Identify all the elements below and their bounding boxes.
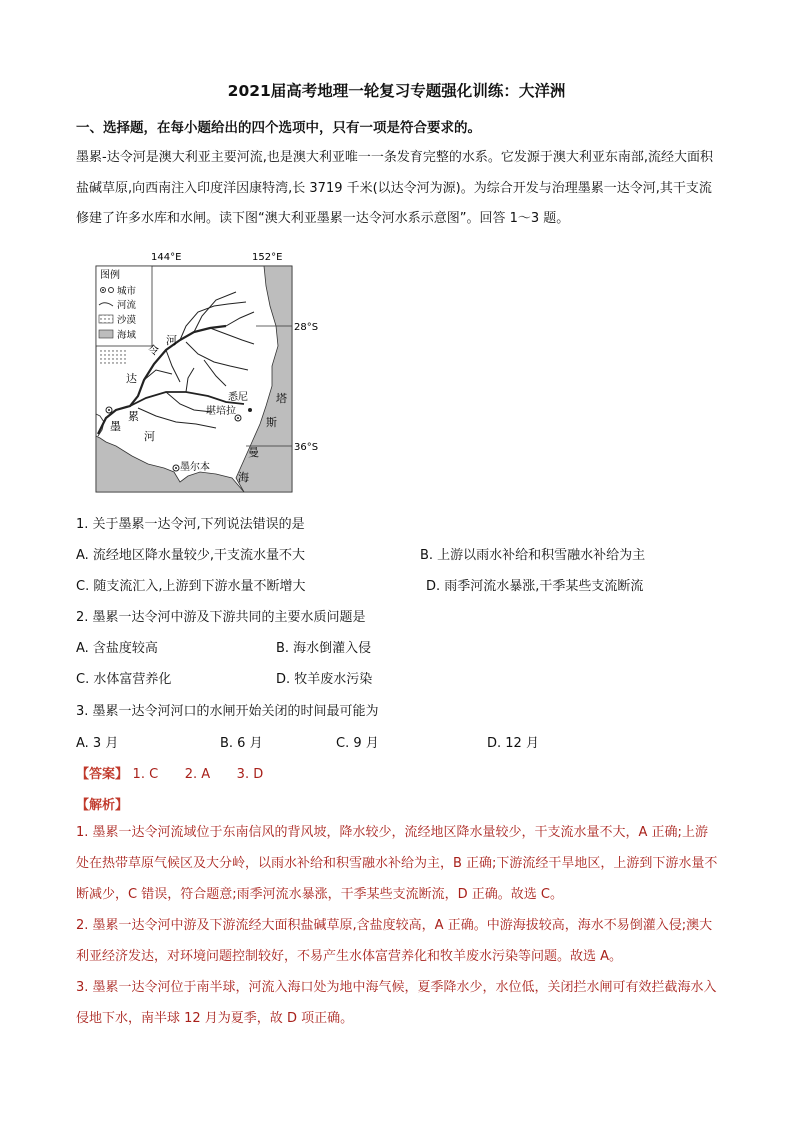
map-svg xyxy=(76,246,319,496)
legend-sea-icon xyxy=(99,330,113,338)
q3-option-b[interactable]: B. 6 月 xyxy=(220,736,263,751)
legend-sea: 海域 xyxy=(117,330,137,341)
river-label-da: 达 xyxy=(126,372,137,385)
answer-label: 【答案】 xyxy=(76,767,129,782)
answer-1: 1. C xyxy=(132,767,159,782)
intro-paragraph: 墨累-达令河是澳大利亚主要河流,也是澳大利亚唯一一条发育完整的水系。它发源于澳大利亚东南部,流经大面积盐碱草原,向西南注入印度洋因康特湾,长 3719 千米(以达令河为源)。为综合开发与治理墨累一达令河,其干支流修建了许多水库和水闸。读下图“澳大利亚墨累一达令河水系示意图”。回答 1～3 题。 xyxy=(76,150,713,226)
lon-label-144: 144°E xyxy=(151,252,182,263)
lat-label-28: 28°S xyxy=(294,322,319,333)
q3-stem: 3. 墨累一达令河河口的水闸开始关闭的时间最可能为 xyxy=(76,704,379,719)
sea-label-man: 曼 xyxy=(248,446,259,459)
legend-desert: 沙漠 xyxy=(117,315,137,326)
q3-option-a[interactable]: A. 3 月 xyxy=(76,736,119,751)
q3-option-c[interactable]: C. 9 月 xyxy=(336,736,379,751)
city-melbourne: 墨尔本 xyxy=(180,462,210,473)
q1-stem: 1. 关于墨累一达令河,下列说法错误的是 xyxy=(76,517,305,532)
sea-label-hai: 海 xyxy=(238,471,249,484)
desert-area xyxy=(100,350,126,366)
analysis-1: 1. 墨累一达令河流域位于东南信风的背风坡，降水较少，流经地区降水量较少，干支流水量不大，A 正确;上游处在热带草原气候区及大分岭，以雨水补给和积雪融水补给为主，B 正确;下游流经干旱地区，上游到下游水量不断减少，C 错误，符合题意;雨季河流水暴涨，干季某些支流断流，D 正确。故选 C。 xyxy=(76,825,718,902)
lon-label-152: 152°E xyxy=(252,252,283,263)
q1-option-b[interactable]: B. 上游以雨水补给和积雪融水补给为主 xyxy=(420,548,646,563)
q1-option-c[interactable]: C. 随支流汇入,上游到下游水量不断增大 xyxy=(76,579,306,594)
river-label-lei: 累 xyxy=(128,410,139,423)
q2-option-b[interactable]: B. 海水倒灌入侵 xyxy=(276,641,372,656)
sea-label-si: 斯 xyxy=(266,416,277,429)
legend-city: 城市 xyxy=(117,286,137,297)
lat-label-36: 36°S xyxy=(294,442,319,453)
city-canberra: 堪培拉 xyxy=(206,406,236,417)
analysis-2: 2. 墨累一达令河中游及下游流经大面积盐碱草原,含盐度较高，A 正确。中游海拔较高，海水不易倒灌入侵;澳大利亚经济发达，对环境问题控制较好，不易产生水体富营养化和牧羊废水污染等问题。故选 A。 xyxy=(76,918,713,964)
q2-option-c[interactable]: C. 水体富营养化 xyxy=(76,672,172,687)
analysis-label: 【解析】 xyxy=(76,798,129,813)
answer-line xyxy=(76,763,263,782)
river-label-ling: 令 xyxy=(148,344,159,357)
city-sydney: 悉尼 xyxy=(228,392,248,403)
page-title: 2021届高考地理一轮复习专题强化训练：大洋洲 xyxy=(227,82,566,100)
q2-stem: 2. 墨累一达令河中游及下游共同的主要水质问题是 xyxy=(76,610,366,625)
section-heading: 一、选择题，在每小题给出的四个选项中，只有一项是符合要求的。 xyxy=(76,120,481,136)
q2-option-d[interactable]: D. 牧羊废水污染 xyxy=(276,672,373,687)
answer-3: 3. D xyxy=(236,767,264,782)
legend-desert-icon xyxy=(99,315,113,323)
answer-2: 2. A xyxy=(184,767,211,782)
city-sydney-icon xyxy=(248,408,252,412)
q1-option-d[interactable]: D. 雨季河流水暴涨,干季某些支流断流 xyxy=(426,579,644,594)
q3-option-d[interactable]: D. 12 月 xyxy=(487,736,539,751)
river-label-he1: 河 xyxy=(166,334,177,347)
river-label-he2: 河 xyxy=(144,430,155,443)
legend-title: 图例 xyxy=(100,270,120,281)
analysis-3: 3. 墨累一达令河位于南半球，河流入海口处为地中海气候，夏季降水少，水位低，关闭拦水闸可有效拦截海水入侵地下水，南半球 12 月为夏季，故 D 项正确。 xyxy=(76,980,717,1026)
sea-label-ta: 塔 xyxy=(276,392,287,405)
legend-river: 河流 xyxy=(117,300,137,311)
river-label-mo: 墨 xyxy=(110,420,121,433)
q1-option-a[interactable]: A. 流经地区降水量较少,干支流水量不大 xyxy=(76,548,306,563)
murray-darling-map xyxy=(76,246,319,496)
q2-option-a[interactable]: A. 含盐度较高 xyxy=(76,641,158,656)
